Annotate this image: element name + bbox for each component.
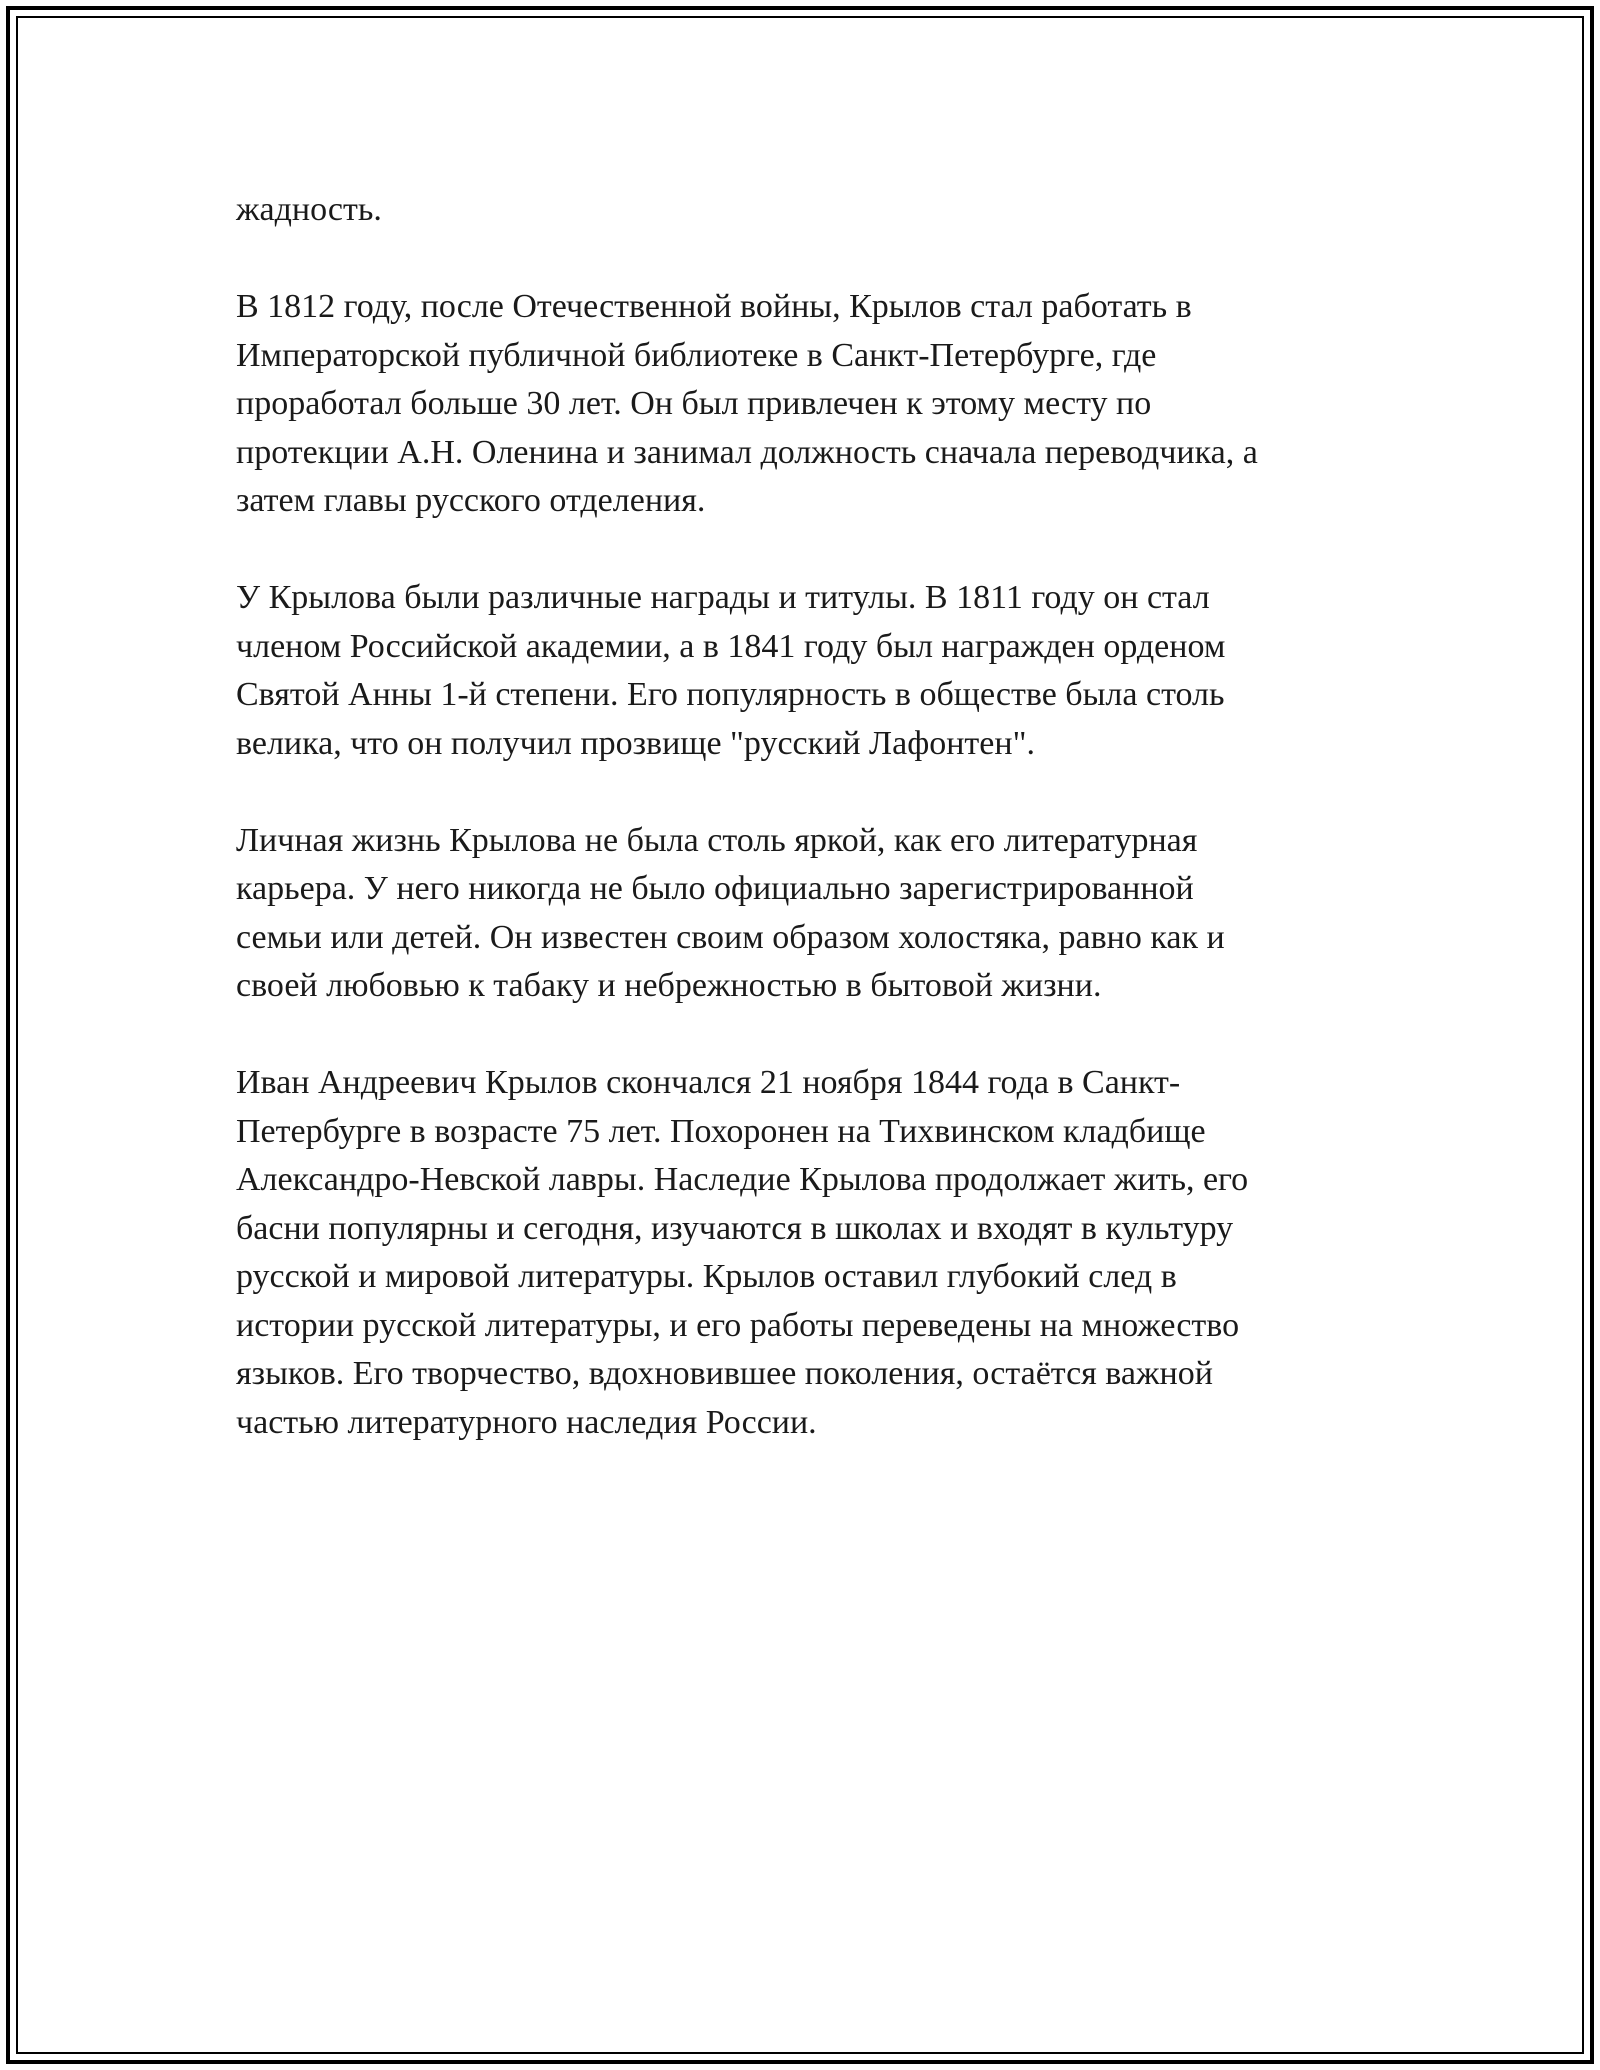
paragraph-library-work: В 1812 году, после Отечественной войны, Крылов стал работать в Императорской публичной библиотеке в Санкт-Петербурге, где проработал больше 30 лет. Он был привлечен к этому месту по протекции А.Н. Оленина и занимал должность сначала переводчика, а затем главы русского отделения. <box>236 288 1258 519</box>
paragraph-death-legacy: Иван Андреевич Крылов скончался 21 ноября 1844 года в Санкт- Петербурге в возрасте 75 лет. Похоронен на Тихвинском кладбище Александро-Невской лавры. Наследие Крылова продолжает жить, его басни популярны и сегодня, изучаются в школах и входят в культуру русской и мировой литературы. Крылов оставил глубокий след в истории русской литературы, и его работы переведены на множество языков. Его творчество, вдохновившее поколения, остаётся важной частью литературного наследия России. <box>236 1064 1249 1441</box>
paragraph-awards: У Крылова были различные награды и титулы. В 1811 году он стал членом Российской академии, а в 1841 году был награжден орденом Святой Анны 1-й степени. Его популярность в обществе была столь велика, что он получил прозвище "русский Лафонтен". <box>236 579 1226 762</box>
paragraph-greed-ending: жадность. <box>236 191 382 228</box>
document-body <box>236 186 1366 1496</box>
paragraph-personal-life: Личная жизнь Крылова не была столь яркой, как его литературная карьера. У него никогда не было официально зарегистрированной семьи или детей. Он известен своим образом холостяка, равно как и своей любовью к табаку и небрежностью в бытовой жизни. <box>236 821 1225 1004</box>
